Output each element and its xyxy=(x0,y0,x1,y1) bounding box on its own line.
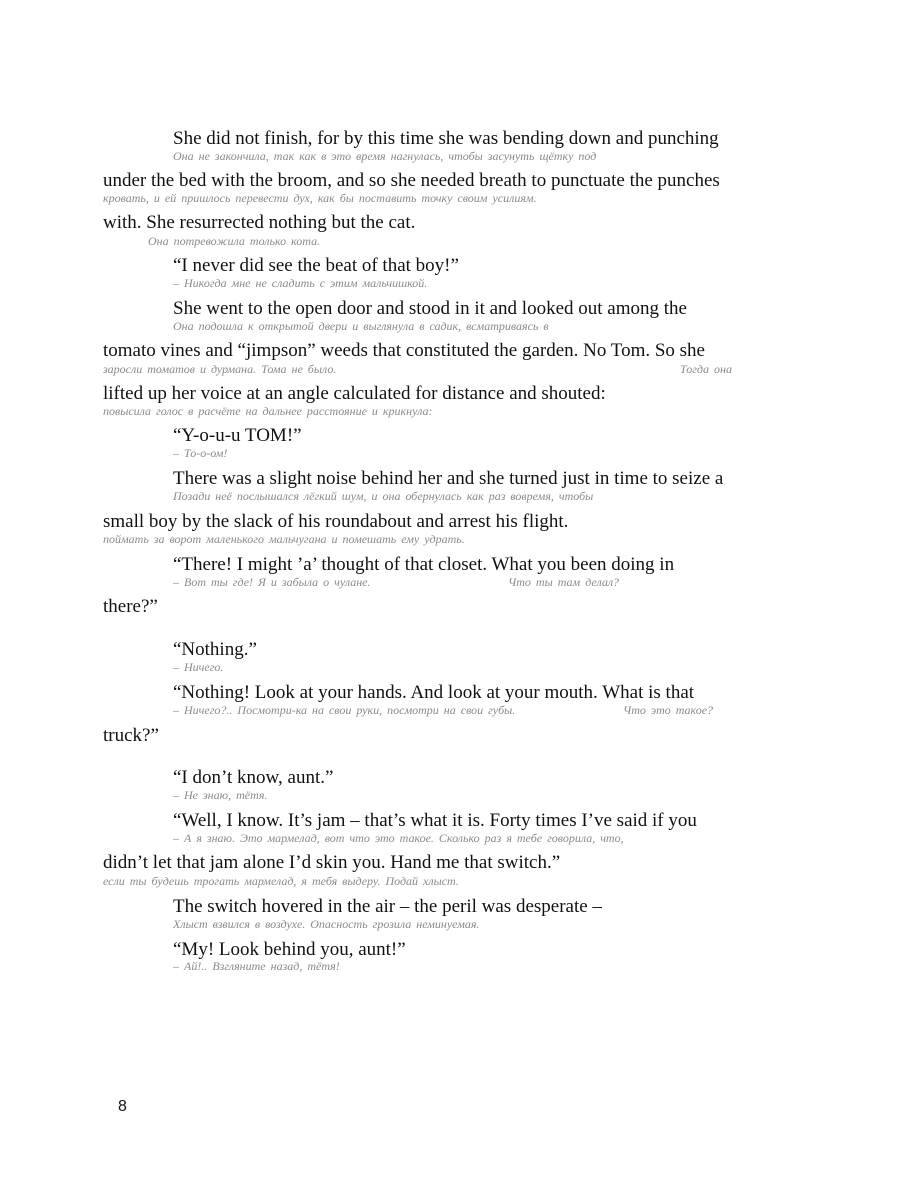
english-line: There was a slight noise behind her and she turned just in time to seize a xyxy=(173,468,724,489)
english-line: “Nothing.” xyxy=(173,639,257,660)
russian-line: – А я знаю. Это мармелад, вот что это такое. Сколько раз я тебе говорила, что, xyxy=(173,831,624,845)
english-line: “There! I might ’a’ thought of that closet. What you been doing in xyxy=(173,554,675,575)
russian-line: – Никогда мне не сладить с этим мальчишкой. xyxy=(173,276,428,290)
russian-line: – Вот ты где! Я и забыла о чулане. xyxy=(173,575,371,589)
russian-line: если ты будешь трогать мармелад, я тебя выдеру. Подай хлыст. xyxy=(103,874,459,888)
russian-line: – Ничего. xyxy=(173,660,224,674)
english-line: “Well, I know. It’s jam – that’s what it is. Forty times I’ve said if you xyxy=(173,810,697,831)
english-line: She did not finish, for by this time she was bending down and punching xyxy=(173,128,719,149)
russian-line: – Ай!.. Взгляните назад, тётя! xyxy=(173,959,340,973)
english-line: “Y-o-u-u TOM!” xyxy=(173,425,302,446)
russian-line: кровать, и ей пришлось перевести дух, как бы поставить точку своим усилиям. xyxy=(103,191,537,205)
english-line: lifted up her voice at an angle calculated for distance and shouted: xyxy=(103,383,606,404)
russian-line: Она не закончила, так как в это время нагнулась, чтобы засунуть щётку под xyxy=(173,149,597,163)
english-line: under the bed with the broom, and so she needed breath to punctuate the punches xyxy=(103,170,720,191)
russian-line: Хлыст взвился в воздухе. Опасность грозила неминуемая. xyxy=(173,917,480,931)
english-line: small boy by the slack of his roundabout and arrest his flight. xyxy=(103,511,569,532)
russian-line: – То-о-ом! xyxy=(173,446,228,460)
russian-line: – Ничего?.. Посмотри-ка на свои руки, посмотри на свои губы. xyxy=(173,703,516,717)
english-line: there?” xyxy=(103,596,158,617)
english-line: with. She resurrected nothing but the cat. xyxy=(103,212,416,233)
english-line: She went to the open door and stood in it and looked out among the xyxy=(173,298,687,319)
english-line: The switch hovered in the air – the peril was desperate – xyxy=(173,896,602,917)
russian-line: Позади неё послышался лёгкий шум, и она обернулась как раз вовремя, чтобы xyxy=(173,489,594,503)
russian-line: поймать за ворот маленького мальчугана и помешать ему удрать. xyxy=(103,532,465,546)
russian-line: Что ты там делал? xyxy=(508,575,620,589)
russian-line: повысила голос в расчёте на дальнее расстояние и крикнула: xyxy=(103,404,433,418)
english-line: “My! Look behind you, aunt!” xyxy=(173,939,406,960)
english-line: didn’t let that jam alone I’d skin you. Hand me that switch.” xyxy=(103,852,561,873)
russian-line: – Не знаю, тётя. xyxy=(173,788,268,802)
russian-line: заросли томатов и дурмана. Тома не было. xyxy=(103,362,337,376)
page-number: 8 xyxy=(118,1098,127,1115)
russian-line: Она подошла к открытой двери и выглянула в садик, всматриваясь в xyxy=(173,319,549,333)
english-line: tomato vines and “jimpson” weeds that constituted the garden. No Tom. So she xyxy=(103,340,705,361)
russian-line: Тогда она xyxy=(680,362,732,376)
russian-line: Она потревожила только кота. xyxy=(148,234,321,248)
english-line: “Nothing! Look at your hands. And look at your mouth. What is that xyxy=(173,682,695,703)
russian-line: Что это такое? xyxy=(623,703,714,717)
english-line: “I don’t know, aunt.” xyxy=(173,767,334,788)
english-line: truck?” xyxy=(103,725,159,746)
english-line: “I never did see the beat of that boy!” xyxy=(173,255,459,276)
